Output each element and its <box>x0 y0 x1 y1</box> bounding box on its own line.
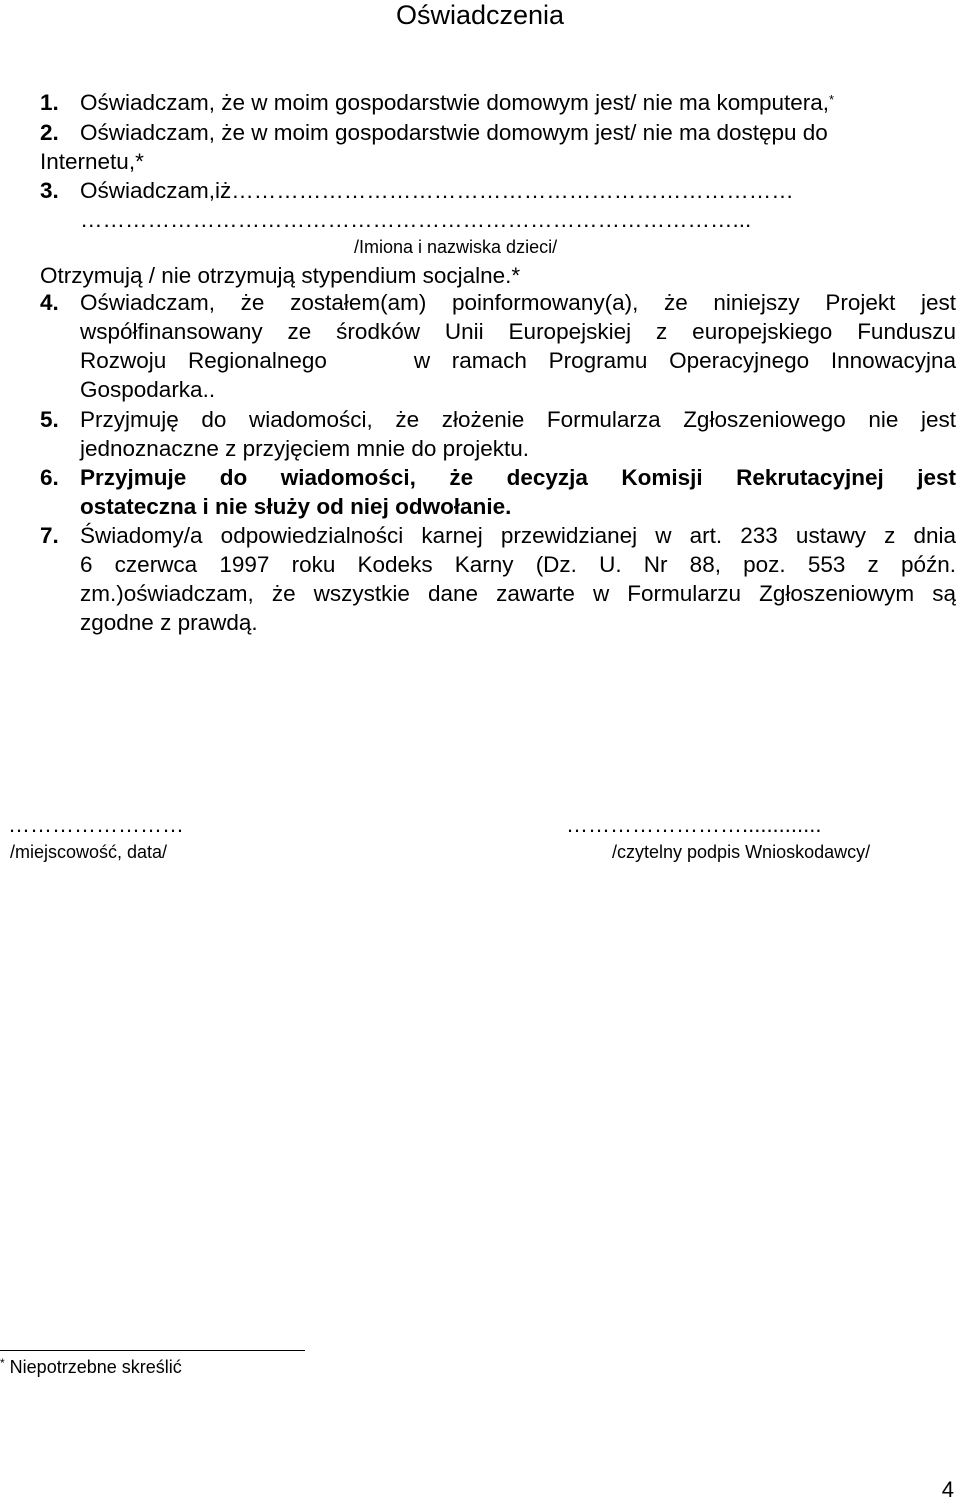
statement-text: Gospodarka.. <box>80 377 216 402</box>
statement-number: 7. <box>40 523 59 548</box>
statement-text: 6 czerwca 1997 roku Kodeks Karny (Dz. U. Nr 88, poz. 553 z późn. <box>80 552 956 577</box>
statement-text: ostateczna i nie służy od niej odwołanie. <box>80 494 512 519</box>
footnote-separator <box>0 1350 305 1351</box>
dotted-fill-line: ……………………………………………………………………………... <box>80 207 752 232</box>
statement-number: 6. <box>40 465 59 490</box>
page-number: 4 <box>941 1477 954 1502</box>
statement-text: Świadomy/a odpowiedzialności karnej przewidzianej w art. 233 ustawy z dnia <box>80 523 956 548</box>
children-names-label: /Imiona i nazwiska dzieci/ <box>354 237 558 257</box>
footnote-text: Niepotrzebne skreślić <box>4 1357 182 1377</box>
signature-dots: ……………………............. <box>566 812 822 837</box>
statement-number: 1. <box>40 90 59 115</box>
statement-number: 5. <box>40 407 59 432</box>
statement-text: Internetu,* <box>40 149 144 174</box>
place-date-label: /miejscowość, data/ <box>10 842 168 862</box>
statement-text: Oświadczam,iż………………………………………………………………… <box>80 178 794 203</box>
statement-text: Oświadczam, że zostałem(am) poinformowany(a), że niniejszy Projekt jest <box>80 290 956 315</box>
page-title: Oświadczenia <box>395 0 565 30</box>
signature-label: /czytelny podpis Wnioskodawcy/ <box>612 842 871 862</box>
statement-text: Przyjmuje do wiadomości, że decyzja Komisji Rekrutacyjnej jest <box>80 465 956 490</box>
statement-text: Przyjmuję do wiadomości, że złożenie Formularza Zgłoszeniowego nie jest <box>80 407 956 432</box>
statement-number: 4. <box>40 290 59 315</box>
statement-number: 3. <box>40 178 59 203</box>
statement-text: Oświadczam, że w moim gospodarstwie domowym jest/ nie ma komputera, <box>80 90 830 115</box>
statement-text: współfinansowany ze środków Unii Europejskiej z europejskiego Funduszu <box>80 319 956 344</box>
statement-text: zm.)oświadczam, że wszystkie dane zawarte w Formularzu Zgłoszeniowym są <box>80 581 956 606</box>
statement-number: 2. <box>40 120 59 145</box>
stipend-line: Otrzymują / nie otrzymują stypendium socjalne.* <box>40 263 521 288</box>
statement-text: Rozwoju Regionalnego w ramach Programu Operacyjnego Innowacyjna <box>80 348 956 373</box>
footnote-mark: * <box>829 92 835 107</box>
footnote-mark: * <box>0 1356 5 1370</box>
statement-text: Oświadczam, że w moim gospodarstwie domowym jest/ nie ma dostępu do <box>80 120 828 145</box>
footnote <box>0 1356 182 1378</box>
statement-text: jednoznaczne z przyjęciem mnie do projektu. <box>80 436 529 461</box>
statement-text: zgodne z prawdą. <box>80 610 258 635</box>
place-date-dots: …………………… <box>8 812 184 837</box>
